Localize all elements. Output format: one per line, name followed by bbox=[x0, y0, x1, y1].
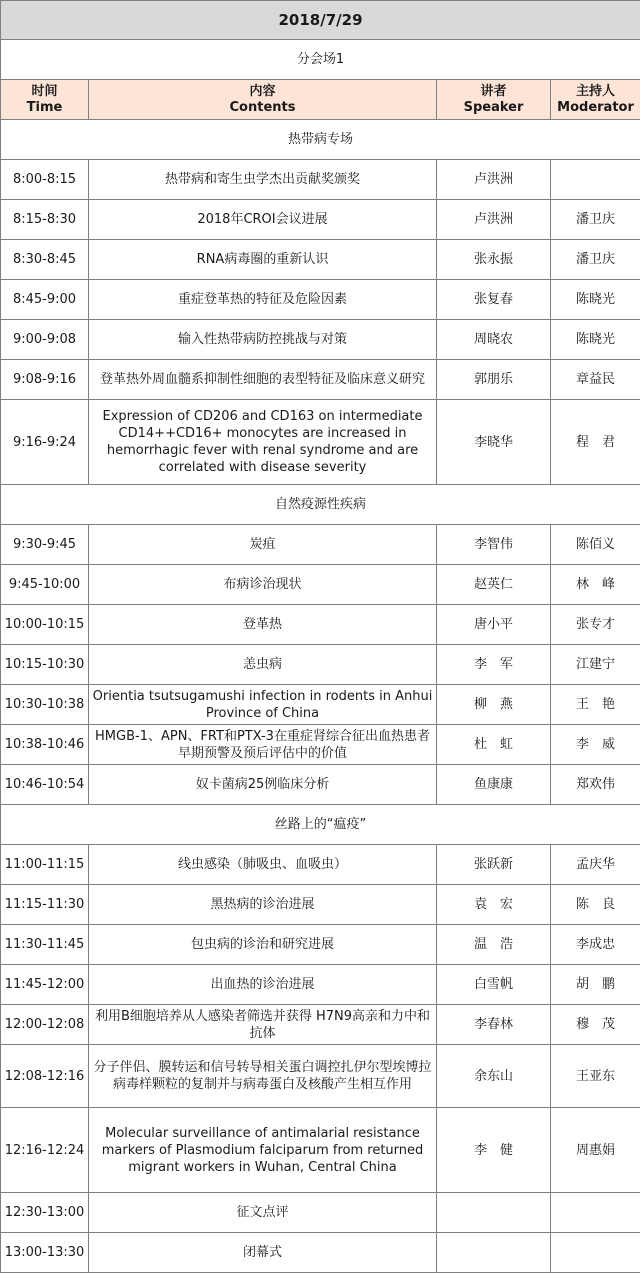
session-content: 重症登革热的特征及危险因素 bbox=[89, 280, 437, 320]
session-content: 输入性热带病防控挑战与对策 bbox=[89, 320, 437, 360]
session-speaker: 郭朋乐 bbox=[437, 360, 551, 400]
session-row bbox=[1, 360, 640, 400]
session-row bbox=[1, 320, 640, 360]
header-moderator: 主持人 Moderator bbox=[551, 80, 640, 120]
section-title: 热带病专场 bbox=[1, 120, 640, 160]
session-row bbox=[1, 845, 640, 885]
session-speaker: 柳 燕 bbox=[437, 685, 551, 725]
session-content: 布病诊治现状 bbox=[89, 565, 437, 605]
session-speaker: 鱼康康 bbox=[437, 765, 551, 805]
session-row bbox=[1, 280, 640, 320]
session-moderator: 穆 茂 bbox=[551, 1005, 640, 1045]
session-row bbox=[1, 400, 640, 485]
session-moderator: 章益民 bbox=[551, 360, 640, 400]
section-title: 丝路上的“瘟疫” bbox=[1, 805, 640, 845]
session-row bbox=[1, 240, 640, 280]
session-time: 10:30-10:38 bbox=[1, 685, 89, 725]
session-time: 9:00-9:08 bbox=[1, 320, 89, 360]
session-row bbox=[1, 645, 640, 685]
venue-title: 分会场1 bbox=[1, 40, 640, 80]
session-time: 9:30-9:45 bbox=[1, 525, 89, 565]
session-row bbox=[1, 525, 640, 565]
session-time: 11:30-11:45 bbox=[1, 925, 89, 965]
session-speaker bbox=[437, 1233, 551, 1273]
session-content: Orientia tsutsugamushi infection in rodents in Anhui Province of China bbox=[89, 685, 437, 725]
session-moderator bbox=[551, 1233, 640, 1273]
session-content: 登革热外周血髓系抑制性细胞的表型特征及临床意义研究 bbox=[89, 360, 437, 400]
session-moderator: 陈晓光 bbox=[551, 320, 640, 360]
session-time: 12:08-12:16 bbox=[1, 1045, 89, 1108]
session-time: 9:16-9:24 bbox=[1, 400, 89, 485]
session-moderator: 江建宁 bbox=[551, 645, 640, 685]
header-speaker: 讲者 Speaker bbox=[437, 80, 551, 120]
session-content: 征文点评 bbox=[89, 1193, 437, 1233]
session-speaker: 张永振 bbox=[437, 240, 551, 280]
session-moderator: 李成忠 bbox=[551, 925, 640, 965]
session-moderator: 张专才 bbox=[551, 605, 640, 645]
session-content: 奴卡菌病25例临床分析 bbox=[89, 765, 437, 805]
session-row bbox=[1, 1045, 640, 1108]
session-content: 2018年CROI会议进展 bbox=[89, 200, 437, 240]
session-content: Molecular surveillance of antimalarial resistance markers of Plasmodium falciparum from returned migrant workers in Wuhan, Central China bbox=[89, 1108, 437, 1193]
header-content: 内容 Contents bbox=[89, 80, 437, 120]
session-speaker: 李智伟 bbox=[437, 525, 551, 565]
session-moderator: 周惠娟 bbox=[551, 1108, 640, 1193]
session-speaker: 李晓华 bbox=[437, 400, 551, 485]
session-time: 13:00-13:30 bbox=[1, 1233, 89, 1273]
session-moderator: 陈晓光 bbox=[551, 280, 640, 320]
session-speaker: 李 军 bbox=[437, 645, 551, 685]
venue-row bbox=[1, 40, 640, 80]
session-content: 分子伴侣、膜转运和信号转导相关蛋白调控扎伊尔型埃博拉病毒样颗粒的复制并与病毒蛋白及核酸产生相互作用 bbox=[89, 1045, 437, 1108]
session-speaker: 李春林 bbox=[437, 1005, 551, 1045]
session-time: 10:15-10:30 bbox=[1, 645, 89, 685]
session-time: 8:45-9:00 bbox=[1, 280, 89, 320]
session-speaker: 张跃新 bbox=[437, 845, 551, 885]
session-time: 8:30-8:45 bbox=[1, 240, 89, 280]
session-row bbox=[1, 1233, 640, 1273]
session-speaker: 余东山 bbox=[437, 1045, 551, 1108]
session-speaker: 杜 虹 bbox=[437, 725, 551, 765]
session-speaker: 唐小平 bbox=[437, 605, 551, 645]
session-content: 利用B细胞培养从人感染者筛选并获得 H7N9高亲和力中和抗体 bbox=[89, 1005, 437, 1045]
session-speaker: 张复春 bbox=[437, 280, 551, 320]
session-time: 10:38-10:46 bbox=[1, 725, 89, 765]
section-header-row bbox=[1, 120, 640, 160]
session-content: 线虫感染（肺吸虫、血吸虫） bbox=[89, 845, 437, 885]
session-content: 包虫病的诊治和研究进展 bbox=[89, 925, 437, 965]
session-moderator bbox=[551, 1193, 640, 1233]
session-content: 出血热的诊治进展 bbox=[89, 965, 437, 1005]
session-row bbox=[1, 1193, 640, 1233]
session-moderator: 林 峰 bbox=[551, 565, 640, 605]
session-content: 闭幕式 bbox=[89, 1233, 437, 1273]
session-content: Expression of CD206 and CD163 on intermediate CD14++CD16+ monocytes are increased in hemorrhagic fever with renal syndrome and are correlated with disease severity bbox=[89, 400, 437, 485]
session-speaker: 卢洪洲 bbox=[437, 160, 551, 200]
session-speaker bbox=[437, 1193, 551, 1233]
session-moderator: 胡 鹏 bbox=[551, 965, 640, 1005]
session-time: 12:30-13:00 bbox=[1, 1193, 89, 1233]
session-moderator: 孟庆华 bbox=[551, 845, 640, 885]
session-moderator: 陈 良 bbox=[551, 885, 640, 925]
session-row bbox=[1, 1005, 640, 1045]
session-speaker: 卢洪洲 bbox=[437, 200, 551, 240]
session-speaker: 温 浩 bbox=[437, 925, 551, 965]
session-moderator bbox=[551, 160, 640, 200]
header-row bbox=[1, 80, 640, 120]
session-time: 9:45-10:00 bbox=[1, 565, 89, 605]
session-row bbox=[1, 200, 640, 240]
session-time: 8:00-8:15 bbox=[1, 160, 89, 200]
session-row bbox=[1, 160, 640, 200]
header-time: 时间 Time bbox=[1, 80, 89, 120]
session-row bbox=[1, 885, 640, 925]
session-moderator: 程 君 bbox=[551, 400, 640, 485]
session-content: 恙虫病 bbox=[89, 645, 437, 685]
section-header-row bbox=[1, 805, 640, 845]
session-moderator: 李 威 bbox=[551, 725, 640, 765]
session-content: 黑热病的诊治进展 bbox=[89, 885, 437, 925]
session-speaker: 周晓农 bbox=[437, 320, 551, 360]
section-header-row bbox=[1, 485, 640, 525]
session-row bbox=[1, 605, 640, 645]
session-moderator: 潘卫庆 bbox=[551, 200, 640, 240]
session-moderator: 陈佰义 bbox=[551, 525, 640, 565]
session-row bbox=[1, 685, 640, 725]
session-speaker: 赵英仁 bbox=[437, 565, 551, 605]
session-content: HMGB-1、APN、FRT和PTX-3在重症肾综合征出血热患者早期预警及预后评估中的价值 bbox=[89, 725, 437, 765]
session-time: 9:08-9:16 bbox=[1, 360, 89, 400]
session-row bbox=[1, 1108, 640, 1193]
session-time: 12:00-12:08 bbox=[1, 1005, 89, 1045]
session-moderator: 潘卫庆 bbox=[551, 240, 640, 280]
session-row bbox=[1, 925, 640, 965]
session-row bbox=[1, 725, 640, 765]
session-content: 登革热 bbox=[89, 605, 437, 645]
section-title: 自然疫源性疾病 bbox=[1, 485, 640, 525]
session-content: 炭疽 bbox=[89, 525, 437, 565]
session-time: 11:15-11:30 bbox=[1, 885, 89, 925]
session-speaker: 李 健 bbox=[437, 1108, 551, 1193]
session-time: 11:45-12:00 bbox=[1, 965, 89, 1005]
session-moderator: 郑欢伟 bbox=[551, 765, 640, 805]
session-row bbox=[1, 765, 640, 805]
session-time: 12:16-12:24 bbox=[1, 1108, 89, 1193]
session-speaker: 白雪帆 bbox=[437, 965, 551, 1005]
date-title: 2018/7/29 bbox=[1, 1, 640, 40]
session-time: 8:15-8:30 bbox=[1, 200, 89, 240]
session-time: 11:00-11:15 bbox=[1, 845, 89, 885]
session-row bbox=[1, 565, 640, 605]
session-moderator: 王亚东 bbox=[551, 1045, 640, 1108]
date-row bbox=[1, 1, 640, 40]
session-moderator: 王 艳 bbox=[551, 685, 640, 725]
session-time: 10:46-10:54 bbox=[1, 765, 89, 805]
session-row bbox=[1, 965, 640, 1005]
session-speaker: 袁 宏 bbox=[437, 885, 551, 925]
session-content: 热带病和寄生虫学杰出贡献奖颁奖 bbox=[89, 160, 437, 200]
session-content: RNA病毒圈的重新认识 bbox=[89, 240, 437, 280]
session-time: 10:00-10:15 bbox=[1, 605, 89, 645]
